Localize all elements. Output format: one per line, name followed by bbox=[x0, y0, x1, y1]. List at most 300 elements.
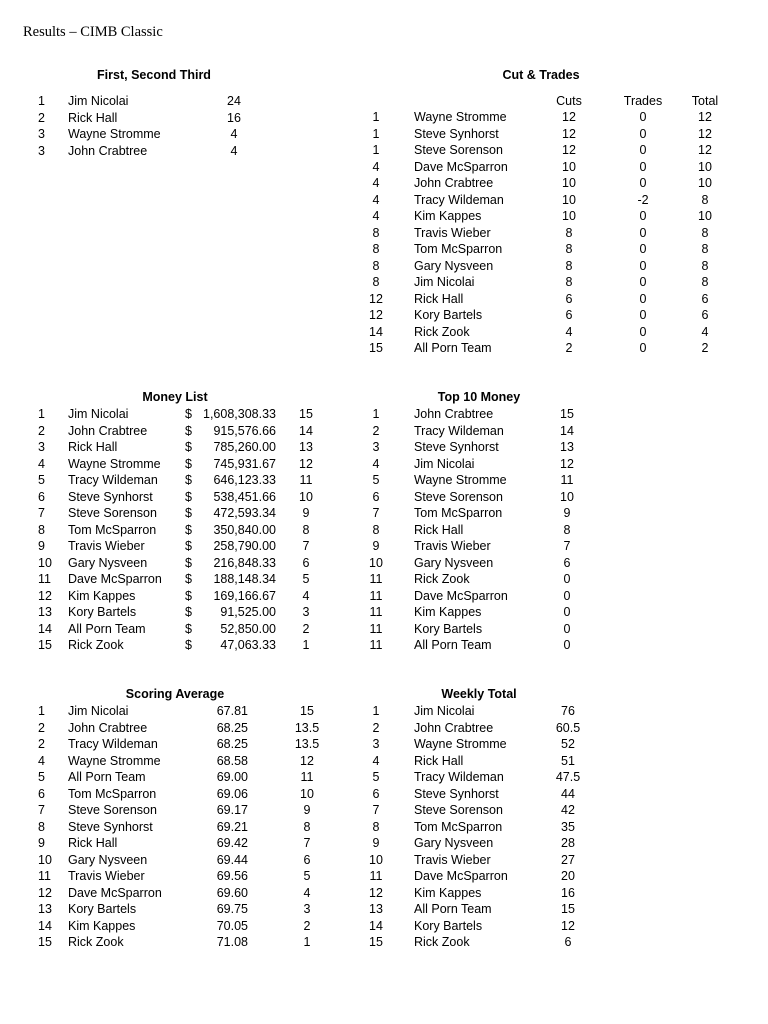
rank-cell: 4 bbox=[38, 753, 45, 768]
name-cell: Gary Nysveen bbox=[414, 555, 494, 570]
name-cell: Tracy Wildeman bbox=[68, 473, 158, 487]
total-cell: 2 bbox=[701, 341, 709, 355]
points-cell: 2 bbox=[302, 621, 310, 636]
points-cell: 0 bbox=[563, 621, 571, 636]
total-cell: 12 bbox=[698, 110, 712, 124]
rank-cell: 11 bbox=[369, 605, 383, 619]
rank-cell: 1 bbox=[38, 704, 45, 718]
name-cell: Tom McSparron bbox=[414, 242, 503, 256]
total-cell: 8 bbox=[701, 242, 709, 256]
rank-cell: 2 bbox=[38, 737, 45, 751]
name-cell: All Porn Team bbox=[68, 621, 146, 636]
points-cell: 3 bbox=[302, 605, 310, 619]
rank-cell: 2 bbox=[38, 720, 45, 735]
rank-cell: 9 bbox=[372, 539, 380, 553]
points-cell: 11 bbox=[299, 473, 313, 487]
rank-cell: 3 bbox=[372, 737, 380, 751]
rank-cell: 4 bbox=[372, 176, 380, 190]
rank-cell: 8 bbox=[372, 522, 380, 537]
points-cell: 9 bbox=[563, 506, 571, 520]
trades-cell: 0 bbox=[639, 275, 647, 289]
document-title: Results – CIMB Classic bbox=[23, 24, 163, 40]
average-cell: 71.08 bbox=[216, 935, 248, 949]
points-cell: 0 bbox=[563, 588, 571, 603]
cuts-cell: 4 bbox=[565, 324, 573, 339]
name-cell: Travis Wieber bbox=[414, 852, 491, 867]
name-cell: Rick Zook bbox=[414, 572, 470, 586]
name-cell: Tracy Wildeman bbox=[414, 423, 504, 438]
amount-cell: 52,850.00 bbox=[220, 621, 276, 636]
currency-cell: $ bbox=[185, 555, 192, 570]
name-cell: Rick Hall bbox=[414, 753, 464, 768]
currency-cell: $ bbox=[185, 605, 192, 619]
trades-cell: 0 bbox=[639, 209, 647, 223]
total-cell: 28 bbox=[561, 836, 575, 850]
rank-cell: 3 bbox=[372, 440, 380, 454]
points-cell: 12 bbox=[560, 456, 574, 471]
cuts-cell: 8 bbox=[565, 275, 573, 289]
name-cell: Steve Sorenson bbox=[414, 143, 503, 157]
money-list-heading: Money List bbox=[142, 390, 208, 404]
amount-cell: 785,260.00 bbox=[213, 440, 276, 454]
amount-cell: 188,148.34 bbox=[213, 572, 276, 586]
rank-cell: 10 bbox=[369, 555, 383, 570]
trades-column-header: Trades bbox=[623, 94, 663, 108]
currency-cell: $ bbox=[185, 539, 192, 553]
total-cell: 12 bbox=[561, 918, 575, 933]
name-cell: Kim Kappes bbox=[414, 605, 482, 619]
name-cell: Rick Zook bbox=[414, 324, 470, 339]
name-cell: Tom McSparron bbox=[68, 786, 157, 801]
name-cell: Wayne Stromme bbox=[414, 737, 507, 751]
name-cell: Travis Wieber bbox=[414, 225, 491, 240]
rank-cell: 11 bbox=[38, 572, 51, 586]
amount-cell: 472,593.34 bbox=[213, 506, 276, 520]
points-cell: 8 bbox=[302, 522, 310, 537]
name-cell: John Crabtree bbox=[68, 720, 148, 735]
amount-cell: 47,063.33 bbox=[220, 638, 276, 652]
cuts-cell: 8 bbox=[565, 242, 573, 256]
name-cell: Steve Synhorst bbox=[414, 440, 499, 454]
total-cell: 27 bbox=[561, 852, 575, 867]
rank-cell: 13 bbox=[369, 902, 383, 916]
total-cell: 4 bbox=[701, 324, 709, 339]
name-cell: Rick Hall bbox=[68, 836, 118, 850]
currency-cell: $ bbox=[185, 489, 192, 504]
rank-cell: 8 bbox=[372, 242, 380, 256]
name-cell: Dave McSparron bbox=[414, 159, 508, 174]
currency-cell: $ bbox=[185, 423, 192, 438]
name-cell: Kory Bartels bbox=[414, 308, 483, 322]
name-cell: Rick Zook bbox=[68, 935, 124, 949]
trades-cell: 0 bbox=[639, 341, 647, 355]
points-cell: 2 bbox=[303, 918, 311, 933]
rank-cell: 3 bbox=[38, 440, 45, 454]
name-cell: Wayne Stromme bbox=[68, 127, 161, 141]
name-cell: Wayne Stromme bbox=[414, 473, 507, 487]
points-cell: 8 bbox=[563, 522, 571, 537]
name-cell: Wayne Stromme bbox=[68, 753, 161, 768]
average-cell: 68.25 bbox=[216, 720, 248, 735]
rank-cell: 4 bbox=[372, 753, 380, 768]
name-cell: Dave McSparron bbox=[68, 572, 162, 586]
points-cell: 4 bbox=[303, 885, 311, 900]
trades-cell: 0 bbox=[639, 324, 647, 339]
total-cell: 10 bbox=[698, 209, 712, 223]
name-cell: Kim Kappes bbox=[68, 588, 136, 603]
total-cell: 60.5 bbox=[555, 720, 581, 735]
points-cell: 10 bbox=[299, 489, 313, 504]
trades-cell: 0 bbox=[639, 242, 647, 256]
amount-cell: 216,848.33 bbox=[213, 555, 276, 570]
name-cell: Travis Wieber bbox=[414, 539, 491, 553]
name-cell: All Porn Team bbox=[414, 638, 492, 652]
currency-cell: $ bbox=[185, 588, 192, 603]
average-cell: 69.00 bbox=[216, 770, 248, 784]
average-cell: 69.60 bbox=[216, 885, 248, 900]
cuts-column-header: Cuts bbox=[556, 94, 582, 108]
rank-cell: 5 bbox=[38, 473, 45, 487]
name-cell: Wayne Stromme bbox=[68, 456, 161, 471]
name-cell: All Porn Team bbox=[68, 770, 146, 784]
name-cell: Rick Zook bbox=[414, 935, 470, 949]
name-cell: Gary Nysveen bbox=[414, 258, 494, 273]
points-cell: 6 bbox=[302, 555, 310, 570]
name-cell: Jim Nicolai bbox=[68, 704, 129, 718]
total-cell: 8 bbox=[701, 192, 709, 207]
rank-cell: 8 bbox=[372, 275, 380, 289]
cuts-cell: 10 bbox=[562, 192, 576, 207]
rank-cell: 4 bbox=[372, 456, 380, 471]
rank-cell: 12 bbox=[38, 588, 52, 603]
rank-cell: 7 bbox=[372, 506, 380, 520]
scoring-average-heading: Scoring Average bbox=[125, 687, 225, 701]
currency-cell: $ bbox=[185, 506, 192, 520]
points-cell: 5 bbox=[303, 869, 311, 883]
rank-cell: 15 bbox=[369, 341, 383, 355]
points-cell: 10 bbox=[560, 489, 574, 504]
rank-cell: 1 bbox=[372, 110, 380, 124]
amount-cell: 91,525.00 bbox=[220, 605, 276, 619]
amount-cell: 915,576.66 bbox=[213, 423, 276, 438]
total-cell: 51 bbox=[561, 753, 575, 768]
points-cell: 1 bbox=[302, 638, 310, 652]
name-cell: Dave McSparron bbox=[68, 885, 162, 900]
rank-cell: 4 bbox=[372, 192, 380, 207]
points-cell: 9 bbox=[303, 803, 311, 817]
amount-cell: 258,790.00 bbox=[213, 539, 276, 553]
rank-cell: 1 bbox=[38, 407, 45, 421]
points-cell: 5 bbox=[302, 572, 310, 586]
rank-cell: 10 bbox=[38, 555, 52, 570]
rank-cell: 12 bbox=[369, 308, 383, 322]
currency-cell: $ bbox=[185, 621, 192, 636]
rank-cell: 11 bbox=[369, 638, 383, 652]
points-cell: 13 bbox=[560, 440, 574, 454]
total-cell: 16 bbox=[561, 885, 575, 900]
name-cell: Kory Bartels bbox=[68, 902, 137, 916]
rank-cell: 5 bbox=[372, 473, 380, 487]
cuts-cell: 10 bbox=[562, 209, 576, 223]
average-cell: 69.21 bbox=[216, 819, 248, 834]
name-cell: Gary Nysveen bbox=[68, 555, 148, 570]
points-cell: 9 bbox=[302, 506, 310, 520]
weekly-total-heading: Weekly Total bbox=[441, 687, 517, 701]
currency-cell: $ bbox=[185, 638, 192, 652]
name-cell: Rick Hall bbox=[414, 522, 464, 537]
rank-cell: 7 bbox=[372, 803, 380, 817]
trades-cell: 0 bbox=[639, 308, 647, 322]
points-cell: 3 bbox=[303, 902, 311, 916]
points-cell: 15 bbox=[560, 407, 574, 421]
name-cell: John Crabtree bbox=[414, 176, 494, 190]
rank-cell: 11 bbox=[369, 572, 383, 586]
currency-cell: $ bbox=[185, 572, 192, 586]
points-cell: 4 bbox=[302, 588, 310, 603]
cuts-cell: 8 bbox=[565, 258, 573, 273]
trades-cell: 0 bbox=[639, 225, 647, 240]
rank-cell: 2 bbox=[38, 423, 45, 438]
total-cell: 10 bbox=[698, 159, 712, 174]
cuts-cell: 6 bbox=[565, 291, 573, 306]
rank-cell: 6 bbox=[372, 786, 380, 801]
amount-cell: 1,608,308.33 bbox=[203, 407, 276, 421]
rank-cell: 8 bbox=[38, 522, 45, 537]
top10-money-heading: Top 10 Money bbox=[437, 390, 521, 404]
rank-cell: 11 bbox=[369, 621, 383, 636]
name-cell: Rick Hall bbox=[68, 110, 118, 125]
name-cell: Travis Wieber bbox=[68, 869, 145, 883]
rank-cell: 13 bbox=[38, 605, 52, 619]
name-cell: Steve Sorenson bbox=[68, 506, 157, 520]
rank-cell: 1 bbox=[372, 143, 380, 157]
points-cell: 13.5 bbox=[294, 720, 320, 735]
total-cell: 10 bbox=[698, 176, 712, 190]
total-cell: 15 bbox=[561, 902, 575, 916]
name-cell: Rick Hall bbox=[68, 440, 118, 454]
cuts-cell: 12 bbox=[562, 110, 576, 124]
total-column-header: Total bbox=[691, 94, 719, 108]
total-cell: 12 bbox=[698, 126, 712, 141]
rank-cell: 1 bbox=[372, 704, 380, 718]
points-cell: 6 bbox=[563, 555, 571, 570]
currency-cell: $ bbox=[185, 522, 192, 537]
rank-cell: 4 bbox=[372, 209, 380, 223]
points-cell: 11 bbox=[560, 473, 574, 487]
name-cell: Steve Sorenson bbox=[414, 803, 503, 817]
rank-cell: 2 bbox=[372, 720, 380, 735]
name-cell: Kim Kappes bbox=[414, 885, 482, 900]
name-cell: Rick Zook bbox=[68, 638, 124, 652]
total-cell: 44 bbox=[561, 786, 575, 801]
rank-cell: 6 bbox=[372, 489, 380, 504]
cuts-cell: 10 bbox=[562, 159, 576, 174]
total-cell: 12 bbox=[698, 143, 712, 157]
rank-cell: 6 bbox=[38, 489, 45, 504]
total-cell: 42 bbox=[561, 803, 575, 817]
trades-cell: 0 bbox=[639, 143, 647, 157]
total-cell: 6 bbox=[564, 935, 572, 949]
average-cell: 69.44 bbox=[216, 852, 248, 867]
points-cell: 4 bbox=[230, 143, 238, 158]
name-cell: Tom McSparron bbox=[68, 522, 157, 537]
rank-cell: 11 bbox=[369, 588, 383, 603]
points-cell: 14 bbox=[560, 423, 574, 438]
rank-cell: 8 bbox=[372, 258, 380, 273]
points-cell: 12 bbox=[299, 456, 313, 471]
total-cell: 6 bbox=[701, 308, 709, 322]
cuts-cell: 10 bbox=[562, 176, 576, 190]
rank-cell: 1 bbox=[372, 407, 380, 421]
amount-cell: 538,451.66 bbox=[213, 489, 276, 504]
rank-cell: 9 bbox=[38, 836, 45, 850]
rank-cell: 3 bbox=[38, 143, 45, 158]
points-cell: 4 bbox=[230, 127, 238, 141]
average-cell: 68.58 bbox=[216, 753, 248, 768]
points-cell: 0 bbox=[563, 638, 571, 652]
name-cell: All Porn Team bbox=[414, 341, 492, 355]
points-cell: 12 bbox=[300, 753, 314, 768]
rank-cell: 12 bbox=[369, 291, 383, 306]
amount-cell: 169,166.67 bbox=[213, 588, 276, 603]
currency-cell: $ bbox=[185, 473, 192, 487]
total-cell: 6 bbox=[701, 291, 709, 306]
rank-cell: 11 bbox=[38, 869, 51, 883]
average-cell: 69.75 bbox=[216, 902, 248, 916]
name-cell: Jim Nicolai bbox=[414, 275, 475, 289]
name-cell: Steve Sorenson bbox=[68, 803, 157, 817]
amount-cell: 350,840.00 bbox=[213, 522, 276, 537]
average-cell: 69.42 bbox=[216, 836, 248, 850]
points-cell: 10 bbox=[300, 786, 314, 801]
name-cell: Dave McSparron bbox=[414, 588, 508, 603]
total-cell: 35 bbox=[561, 819, 575, 834]
trades-cell: 0 bbox=[639, 291, 647, 306]
name-cell: Jim Nicolai bbox=[414, 456, 475, 471]
points-cell: 7 bbox=[302, 539, 310, 553]
name-cell: Jim Nicolai bbox=[414, 704, 475, 718]
trades-cell: 0 bbox=[639, 258, 647, 273]
average-cell: 70.05 bbox=[216, 918, 248, 933]
name-cell: Steve Sorenson bbox=[414, 489, 503, 504]
cuts-cell: 2 bbox=[565, 341, 573, 355]
cuts-cell: 12 bbox=[562, 126, 576, 141]
name-cell: Tracy Wildeman bbox=[68, 737, 158, 751]
name-cell: Kory Bartels bbox=[414, 918, 483, 933]
trades-cell: 0 bbox=[639, 126, 647, 141]
total-cell: 20 bbox=[561, 869, 575, 883]
average-cell: 67.81 bbox=[216, 704, 248, 718]
rank-cell: 11 bbox=[369, 869, 383, 883]
rank-cell: 6 bbox=[38, 786, 45, 801]
points-cell: 15 bbox=[300, 704, 314, 718]
points-cell: 1 bbox=[303, 935, 311, 949]
rank-cell: 10 bbox=[38, 852, 52, 867]
name-cell: Steve Synhorst bbox=[414, 126, 499, 141]
rank-cell: 14 bbox=[369, 324, 383, 339]
name-cell: Kim Kappes bbox=[414, 209, 482, 223]
rank-cell: 10 bbox=[369, 852, 383, 867]
rank-cell: 14 bbox=[38, 621, 52, 636]
rank-cell: 9 bbox=[372, 836, 380, 850]
points-cell: 15 bbox=[299, 407, 313, 421]
currency-cell: $ bbox=[185, 407, 192, 421]
name-cell: Tracy Wildeman bbox=[414, 770, 504, 784]
points-cell: 7 bbox=[303, 836, 311, 850]
rank-cell: 12 bbox=[369, 885, 383, 900]
name-cell: Gary Nysveen bbox=[68, 852, 148, 867]
trades-cell: -2 bbox=[637, 192, 649, 207]
average-cell: 69.56 bbox=[216, 869, 248, 883]
name-cell: Steve Synhorst bbox=[68, 489, 153, 504]
points-cell: 13 bbox=[299, 440, 313, 454]
cuts-cell: 6 bbox=[565, 308, 573, 322]
rank-cell: 13 bbox=[38, 902, 52, 916]
average-cell: 69.06 bbox=[216, 786, 248, 801]
rank-cell: 8 bbox=[372, 225, 380, 240]
points-cell: 13.5 bbox=[294, 737, 320, 751]
trades-cell: 0 bbox=[639, 159, 647, 174]
total-cell: 47.5 bbox=[555, 770, 581, 784]
trades-cell: 0 bbox=[639, 176, 647, 190]
name-cell: Jim Nicolai bbox=[68, 407, 129, 421]
name-cell: Tracy Wildeman bbox=[414, 192, 504, 207]
points-cell: 0 bbox=[563, 605, 571, 619]
rank-cell: 15 bbox=[38, 638, 52, 652]
currency-cell: $ bbox=[185, 456, 192, 471]
name-cell: Tom McSparron bbox=[414, 819, 503, 834]
rank-cell: 14 bbox=[369, 918, 383, 933]
rank-cell: 4 bbox=[372, 159, 380, 174]
cuts-cell: 8 bbox=[565, 225, 573, 240]
name-cell: All Porn Team bbox=[414, 902, 492, 916]
name-cell: Wayne Stromme bbox=[414, 110, 507, 124]
currency-cell: $ bbox=[185, 440, 192, 454]
rank-cell: 2 bbox=[372, 423, 380, 438]
name-cell: Travis Wieber bbox=[68, 539, 145, 553]
rank-cell: 8 bbox=[372, 819, 380, 834]
rank-cell: 7 bbox=[38, 803, 45, 817]
name-cell: Dave McSparron bbox=[414, 869, 508, 883]
rank-cell: 2 bbox=[38, 110, 45, 125]
name-cell: John Crabtree bbox=[68, 423, 148, 438]
rank-cell: 14 bbox=[38, 918, 52, 933]
name-cell: John Crabtree bbox=[68, 143, 148, 158]
name-cell: Gary Nysveen bbox=[414, 836, 494, 850]
name-cell: Kory Bartels bbox=[68, 605, 137, 619]
rank-cell: 15 bbox=[38, 935, 52, 949]
amount-cell: 646,123.33 bbox=[213, 473, 276, 487]
average-cell: 68.25 bbox=[216, 737, 248, 751]
total-cell: 8 bbox=[701, 258, 709, 273]
trades-cell: 0 bbox=[639, 110, 647, 124]
points-cell: 24 bbox=[227, 94, 241, 108]
rank-cell: 1 bbox=[372, 126, 380, 141]
rank-cell: 3 bbox=[38, 127, 45, 141]
rank-cell: 7 bbox=[38, 506, 45, 520]
average-cell: 69.17 bbox=[216, 803, 248, 817]
rank-cell: 9 bbox=[38, 539, 45, 553]
name-cell: Kim Kappes bbox=[68, 918, 136, 933]
cuts-cell: 12 bbox=[562, 143, 576, 157]
rank-cell: 1 bbox=[38, 94, 45, 108]
total-cell: 8 bbox=[701, 225, 709, 240]
name-cell: Rick Hall bbox=[414, 291, 464, 306]
rank-cell: 12 bbox=[38, 885, 52, 900]
total-cell: 76 bbox=[561, 704, 575, 718]
name-cell: John Crabtree bbox=[414, 720, 494, 735]
cut-trades-heading: Cut & Trades bbox=[502, 68, 580, 82]
